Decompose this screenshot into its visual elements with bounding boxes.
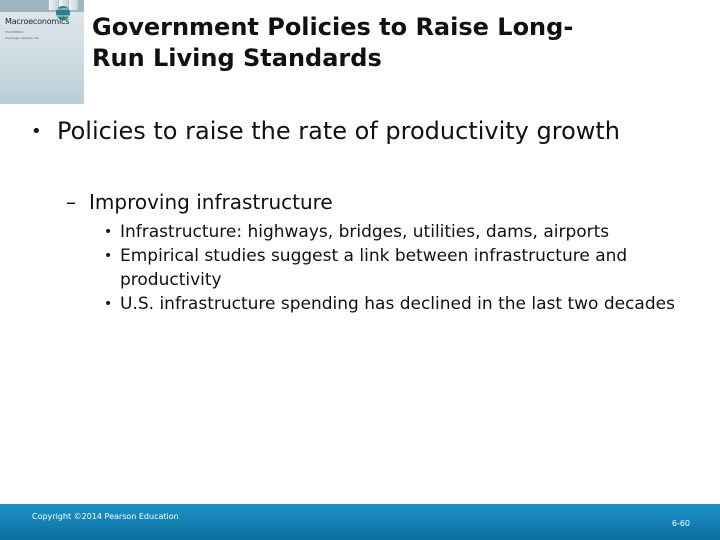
slide-title [92, 12, 692, 74]
cover-authors: Acemoglu Laibson List [5, 36, 39, 40]
slide-footer [0, 504, 720, 540]
bullet-marker: • [104, 296, 113, 312]
list-item-text: Empirical studies suggest a link between infrastructure and productivity [120, 246, 628, 290]
sub-bullet-text: Improving infrastructure [89, 190, 333, 214]
book-cover-image [0, 0, 84, 104]
list-item [104, 244, 694, 292]
slide-title-line-2: Run Living Standards [92, 44, 382, 72]
bullet-level-1 [31, 116, 675, 147]
dash-marker: – [66, 190, 76, 214]
bullet-text: Policies to raise the rate of productivity growth [57, 117, 621, 145]
list-item-text: Infrastructure: highways, bridges, utilities, dams, airports [120, 222, 610, 242]
copyright-text: Copyright ©2014 Pearson Education [32, 512, 179, 521]
list-item-text: U.S. infrastructure spending has declined in the last two decades [120, 294, 675, 314]
slide-title-line-1: Government Policies to Raise Long- [92, 13, 574, 41]
bullet-marker: • [104, 248, 113, 264]
list-item [104, 292, 694, 316]
cover-book-title: Macroeconomics [5, 17, 70, 26]
slide-number: 6-60 [671, 519, 690, 528]
cover-subtitle: Third Edition [5, 30, 24, 34]
bullet-marker: • [104, 224, 113, 240]
cover-edition-badge: GLOBAL EDITION [56, 7, 70, 18]
bullet-level-3-list [104, 220, 694, 316]
bullet-marker: • [31, 121, 42, 142]
bullet-level-2 [66, 188, 690, 216]
cover-separator [84, 0, 88, 104]
list-item [104, 220, 694, 244]
